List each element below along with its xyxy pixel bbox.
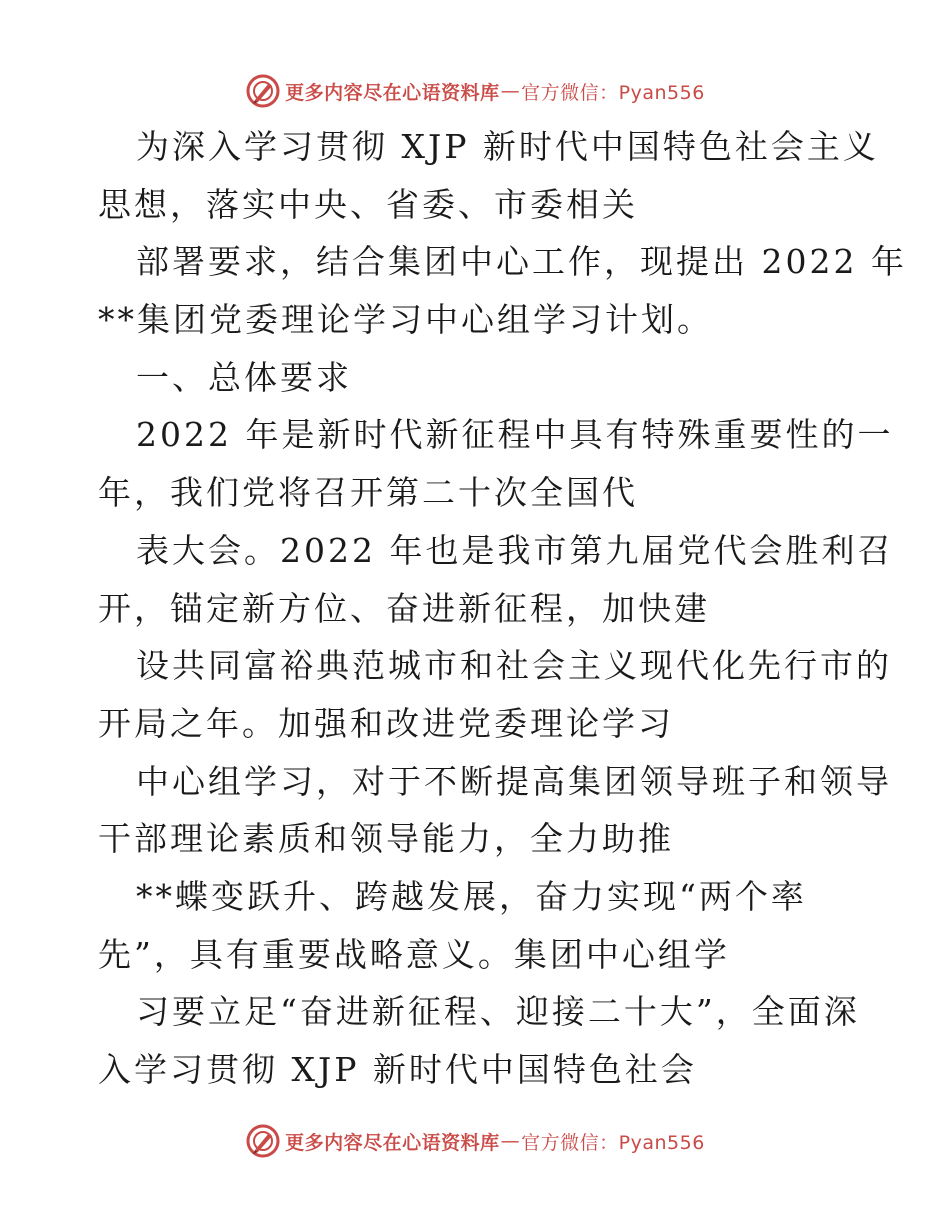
body-text-line: 设共同富裕典范城市和社会主义现代化先行市的	[136, 646, 892, 686]
body-text-line: **集团党委理论学习中心组学习计划。	[98, 300, 713, 340]
body-text-line: 部署要求，结合集团中心工作，现提出 2022 年	[136, 242, 907, 282]
body-text-line: **蝶变跃升、跨越发展，奋力实现“两个率	[136, 876, 807, 916]
header-watermark-banner	[0, 71, 950, 111]
body-text-line: 入学习贯彻 XJP 新时代中国特色社会	[98, 1050, 697, 1089]
banner-main-text: 更多内容尽在心语资料库	[285, 1131, 500, 1154]
body-text-line: 中心组学习，对于不断提高集团领导班子和领导	[136, 761, 892, 801]
body-text-line: 一、总体要求	[136, 357, 352, 397]
body-text-line: 年，我们党将召开第二十次全国代	[98, 473, 638, 513]
body-text-line: 为深入学习贯彻 XJP 新时代中国特色社会主义	[136, 127, 879, 166]
banner-separator: —	[500, 80, 521, 102]
body-text-line: 思想，落实中央、省委、市委相关	[98, 184, 638, 224]
body-text-line: 2022 年是新时代新征程中具有特殊重要性的一	[136, 415, 894, 455]
banner-separator: —	[500, 1130, 521, 1152]
body-text-line: 开局之年。加强和改进党委理论学习	[98, 703, 674, 743]
banner-wechat-text: 官方微信：Pyan556	[521, 1131, 705, 1154]
banner-main-text: 更多内容尽在心语资料库	[285, 81, 500, 104]
pen-logo-icon	[245, 1123, 281, 1159]
body-text-line: 先”，具有重要战略意义。集团中心组学	[98, 934, 730, 974]
footer-watermark-banner	[0, 1121, 950, 1161]
pen-logo-icon	[245, 73, 281, 109]
body-text-line: 开，锚定新方位、奋进新征程，加快建	[98, 588, 710, 628]
body-text-line: 习要立足“奋进新征程、迎接二十大”，全面深	[136, 992, 860, 1032]
document-body	[98, 118, 907, 1099]
body-text-line: 干部理论素质和领导能力，全力助推	[98, 819, 674, 859]
body-text-line: 表大会。2022 年也是我市第九届党代会胜利召	[136, 530, 894, 570]
banner-wechat-text: 官方微信：Pyan556	[521, 81, 705, 104]
